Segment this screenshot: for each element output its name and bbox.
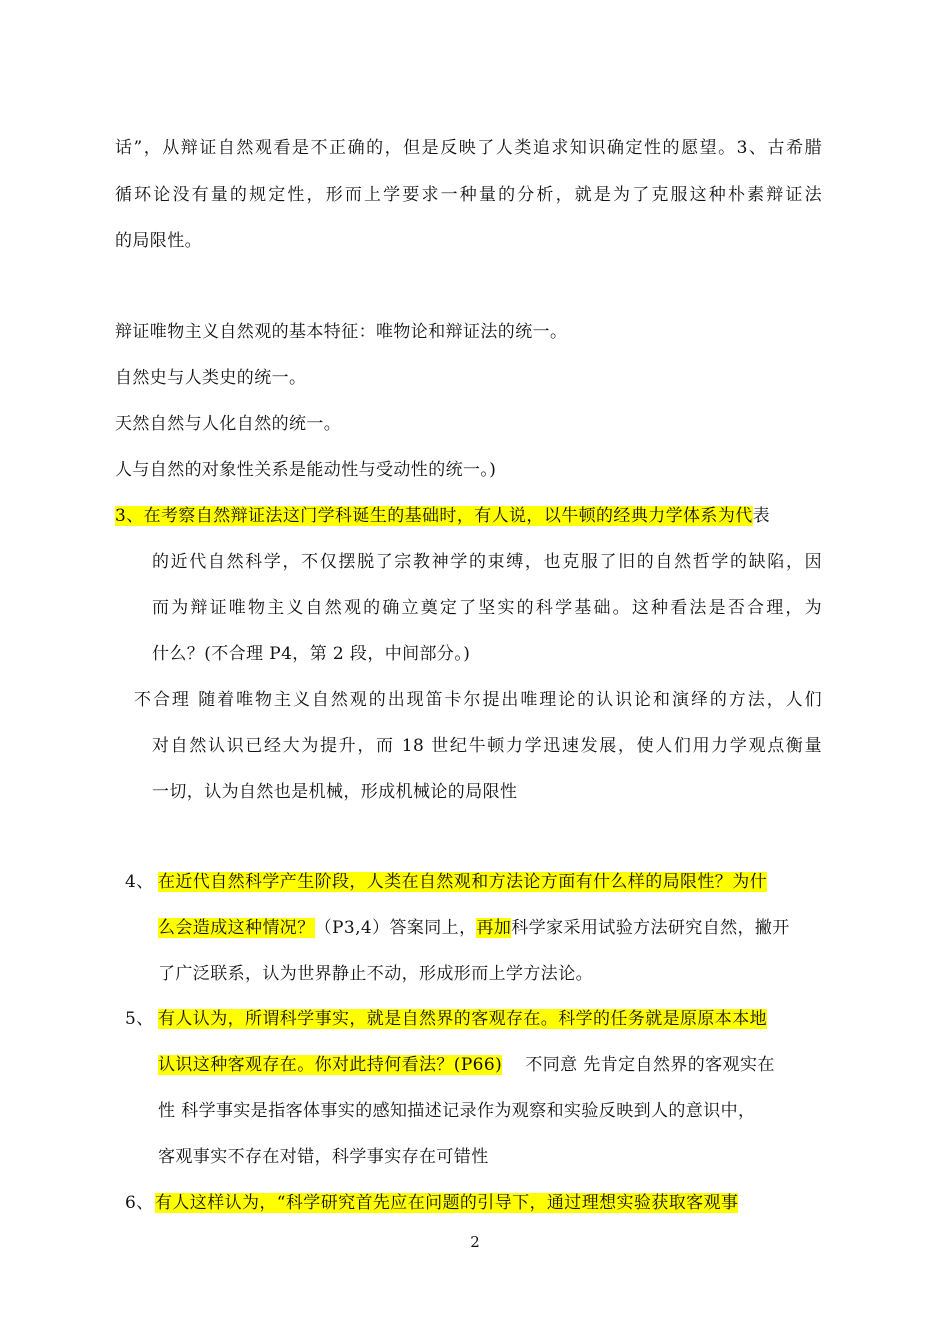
highlighted-text: 有人这样认为，“科学研究首先应在问题的引导下，通过理想实验获取客观事 (155, 1193, 739, 1213)
highlighted-text: 么会造成这种情况？ (158, 918, 315, 938)
highlighted-text: 在近代自然科学产生阶段，人类在自然观和方法论方面有什么样的局限性？为什 (158, 872, 767, 892)
answer-3-line: 一切，认为自然也是机械，形成机械论的局限性 (152, 782, 518, 802)
heading-line: 辩证唯物主义自然观的基本特征：唯物论和辩证法的统一。 (115, 322, 568, 342)
page-number: 2 (470, 1233, 480, 1251)
highlighted-text: 再加 (476, 918, 512, 938)
question-5-number: 5、 (125, 1009, 154, 1029)
question-3-line: 什么？(不合理 P4，第 2 段，中间部分。) (152, 644, 471, 664)
question-4-line: 了广泛联系，认为世界静止不动，形成形而上学方法论。 (158, 964, 593, 984)
highlighted-text: 有人认为，所谓科学事实，就是自然界的客观存在。科学的任务就是原原本本地 (158, 1009, 767, 1029)
plain-text: 表 (752, 506, 771, 526)
question-6-number: 6、 (125, 1193, 154, 1213)
paragraph-line: 话”，从辩证自然观看是不正确的，但是反映了人类追求知识确定性的愿望。3、古希腊 (115, 138, 822, 158)
question-3-line: 的近代自然科学，不仅摆脱了宗教神学的束缚，也克服了旧的自然哲学的缺陷，因 (152, 552, 822, 572)
question-4-number: 4、 (125, 872, 154, 892)
question-5-line (158, 1053, 775, 1077)
question-6-line (155, 1191, 738, 1215)
highlighted-text: 3、在考察自然辩证法这门学科诞生的基础时，有人说，以牛顿的经典力学体系为代 (115, 506, 753, 526)
question-5-line: 客观事实不存在对错，科学事实存在可错性 (158, 1147, 489, 1167)
question-5-line (158, 1007, 767, 1031)
question-4-line (158, 870, 767, 894)
question-5-line: 性 科学事实是指客体事实的感知描述记录作为观察和实验反映到人的意识中， (158, 1101, 756, 1121)
paragraph-line: 循环论没有量的规定性，形而上学要求一种量的分析，就是为了克服这种朴素辩证法 (115, 185, 822, 205)
answer-3-line: 不合理 随着唯物主义自然观的出现笛卡尔提出唯理论的认识论和演绎的方法，人们 (134, 690, 822, 710)
plain-text: （P3,4）答案同上， (314, 918, 477, 938)
answer-3-line: 对自然认识已经大为提升，而 18 世纪牛顿力学迅速发展，使人们用力学观点衡量 (152, 736, 822, 756)
paragraph-line: 的局限性。 (115, 231, 202, 251)
question-3-line: 而为辩证唯物主义自然观的确立奠定了坚实的科学基础。这种看法是否合理，为 (152, 598, 822, 618)
plain-text: 不同意 先肯定自然界的客观实在 (502, 1055, 775, 1075)
question-4-line (158, 916, 790, 940)
paragraph-line: 自然史与人类史的统一。 (115, 368, 307, 388)
question-3-line (115, 504, 770, 528)
paragraph-line: 天然自然与人化自然的统一。 (115, 414, 342, 434)
paragraph-line: 人与自然的对象性关系是能动性与受动性的统一。) (115, 460, 497, 480)
plain-text: 科学家采用试验方法研究自然，撇开 (511, 918, 790, 938)
highlighted-text: 认识这种客观存在。你对此持何看法？(P66) (158, 1055, 503, 1075)
